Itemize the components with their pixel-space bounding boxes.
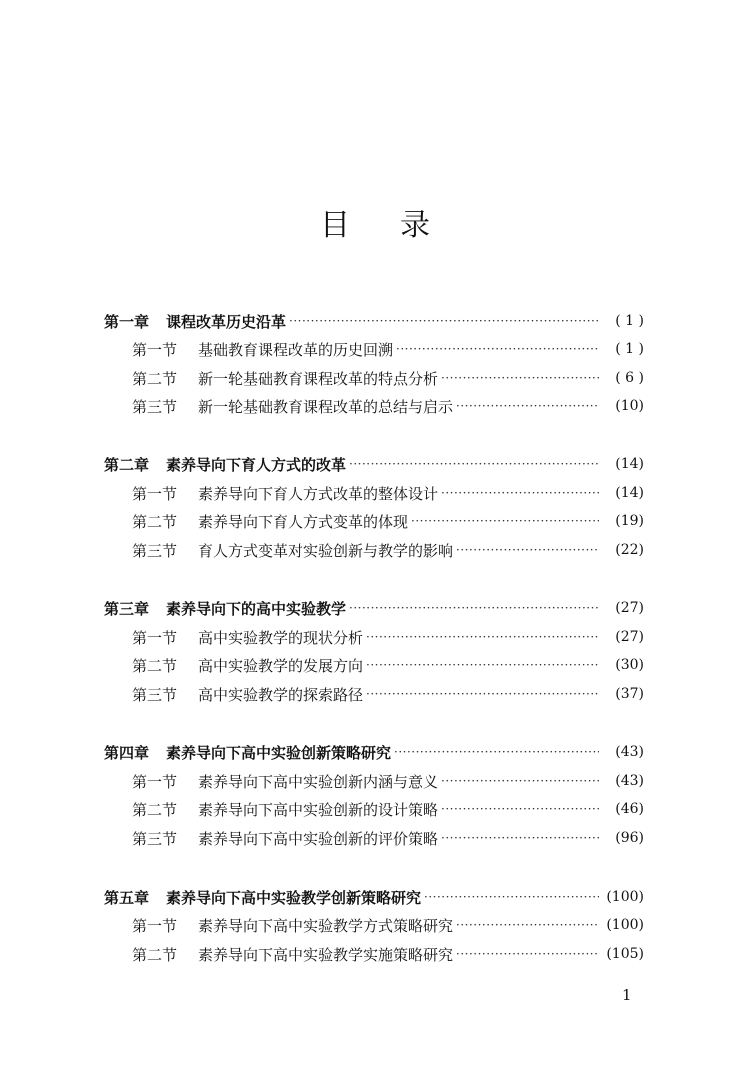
dot-leader bbox=[441, 366, 599, 390]
dot-leader bbox=[366, 682, 599, 706]
page-number: (30) bbox=[615, 657, 644, 673]
section-title: 素养导向下育人方式变革的体现 bbox=[198, 512, 409, 531]
dot-leader bbox=[394, 740, 599, 764]
page-number: (14) bbox=[615, 485, 644, 501]
section-number: 第三节 bbox=[132, 541, 178, 560]
dot-leader bbox=[411, 509, 599, 533]
section-title: 素养导向下高中实验教学方式策略研究 bbox=[198, 916, 454, 935]
section-number: 第二节 bbox=[132, 945, 178, 964]
page-number: (46) bbox=[615, 801, 644, 817]
page-number: (37) bbox=[615, 686, 644, 702]
toc-section bbox=[104, 653, 644, 677]
dot-leader bbox=[456, 538, 599, 562]
dot-leader bbox=[366, 653, 599, 677]
toc-section bbox=[104, 942, 644, 966]
toc-chapter-4 bbox=[104, 740, 644, 764]
toc-section bbox=[104, 481, 644, 505]
chapter-number: 第四章 bbox=[104, 743, 150, 762]
page-number: (105) bbox=[606, 946, 644, 962]
chapter-number: 第一章 bbox=[104, 312, 150, 331]
toc-section bbox=[104, 797, 644, 821]
section-title: 素养导向下高中实验创新的设计策略 bbox=[198, 800, 439, 819]
section-number: 第三节 bbox=[132, 397, 178, 416]
section-title: 基础教育课程改革的历史回溯 bbox=[198, 340, 394, 359]
chapter-number: 第三章 bbox=[104, 599, 150, 618]
page-number: ( 1 ) bbox=[615, 341, 644, 357]
dot-leader bbox=[349, 452, 599, 476]
dot-leader bbox=[424, 885, 599, 909]
page-title bbox=[0, 208, 750, 244]
toc-chapter-5 bbox=[104, 885, 644, 909]
section-number: 第二节 bbox=[132, 512, 178, 531]
section-number: 第二节 bbox=[132, 800, 178, 819]
chapter-number: 第五章 bbox=[104, 888, 150, 907]
page-number: (100) bbox=[606, 917, 644, 933]
toc-section bbox=[104, 913, 644, 937]
page-number: (96) bbox=[615, 830, 644, 846]
page-number: (19) bbox=[615, 513, 644, 529]
toc-chapter-1 bbox=[104, 309, 644, 333]
toc-chapter-2 bbox=[104, 452, 644, 476]
section-number: 第二节 bbox=[132, 369, 178, 388]
toc-section bbox=[104, 682, 644, 706]
section-number: 第一节 bbox=[132, 772, 178, 791]
toc-section bbox=[104, 538, 644, 562]
page-number: (27) bbox=[615, 629, 644, 645]
section-number: 第三节 bbox=[132, 829, 178, 848]
toc-section bbox=[104, 826, 644, 850]
page-number: (14) bbox=[615, 456, 644, 472]
page-number: (10) bbox=[615, 398, 644, 414]
section-title: 新一轮基础教育课程改革的总结与启示 bbox=[198, 397, 454, 416]
dot-leader bbox=[456, 394, 599, 418]
section-number: 第一节 bbox=[132, 628, 178, 647]
chapter-title: 素养导向下高中实验创新策略研究 bbox=[166, 743, 392, 762]
section-title: 新一轮基础教育课程改革的特点分析 bbox=[198, 369, 439, 388]
section-number: 第三节 bbox=[132, 685, 178, 704]
section-title: 素养导向下高中实验创新内涵与意义 bbox=[198, 772, 439, 791]
dot-leader bbox=[441, 769, 599, 793]
section-title: 高中实验教学的现状分析 bbox=[198, 628, 364, 647]
section-title: 素养导向下育人方式改革的整体设计 bbox=[198, 484, 439, 503]
toc-section bbox=[104, 366, 644, 390]
section-title: 育人方式变革对实验创新与教学的影响 bbox=[198, 541, 454, 560]
footer-page-number: 1 bbox=[622, 986, 632, 1004]
toc-section bbox=[104, 394, 644, 418]
dot-leader bbox=[349, 596, 599, 620]
chapter-number: 第二章 bbox=[104, 455, 150, 474]
chapter-title: 素养导向下高中实验教学创新策略研究 bbox=[166, 888, 422, 907]
dot-leader bbox=[456, 913, 599, 937]
toc-chapter-3 bbox=[104, 596, 644, 620]
toc-section bbox=[104, 625, 644, 649]
page-number: ( 1 ) bbox=[615, 313, 644, 329]
toc-section bbox=[104, 509, 644, 533]
page-number: (27) bbox=[615, 600, 644, 616]
toc-section bbox=[104, 337, 644, 361]
page-number: ( 6 ) bbox=[615, 370, 644, 386]
title-char: 录 bbox=[400, 208, 430, 243]
section-number: 第一节 bbox=[132, 484, 178, 503]
section-number: 第一节 bbox=[132, 916, 178, 935]
dot-leader bbox=[289, 309, 599, 333]
page-number: (43) bbox=[615, 773, 644, 789]
dot-leader bbox=[441, 797, 599, 821]
title-char: 目 bbox=[320, 208, 350, 243]
page-number: (22) bbox=[615, 542, 644, 558]
dot-leader bbox=[456, 942, 599, 966]
section-number: 第一节 bbox=[132, 340, 178, 359]
chapter-title: 素养导向下育人方式的改革 bbox=[166, 455, 347, 474]
chapter-title: 课程改革历史沿革 bbox=[166, 312, 287, 331]
section-title: 素养导向下高中实验教学实施策略研究 bbox=[198, 945, 454, 964]
section-number: 第二节 bbox=[132, 656, 178, 675]
section-title: 高中实验教学的探索路径 bbox=[198, 685, 364, 704]
section-title: 高中实验教学的发展方向 bbox=[198, 656, 364, 675]
chapter-title: 素养导向下的高中实验教学 bbox=[166, 599, 347, 618]
page-number: (100) bbox=[606, 889, 644, 905]
dot-leader bbox=[396, 337, 599, 361]
dot-leader bbox=[441, 481, 599, 505]
dot-leader bbox=[366, 625, 599, 649]
page-number: (43) bbox=[615, 744, 644, 760]
dot-leader bbox=[441, 826, 599, 850]
section-title: 素养导向下高中实验创新的评价策略 bbox=[198, 829, 439, 848]
toc-section bbox=[104, 769, 644, 793]
